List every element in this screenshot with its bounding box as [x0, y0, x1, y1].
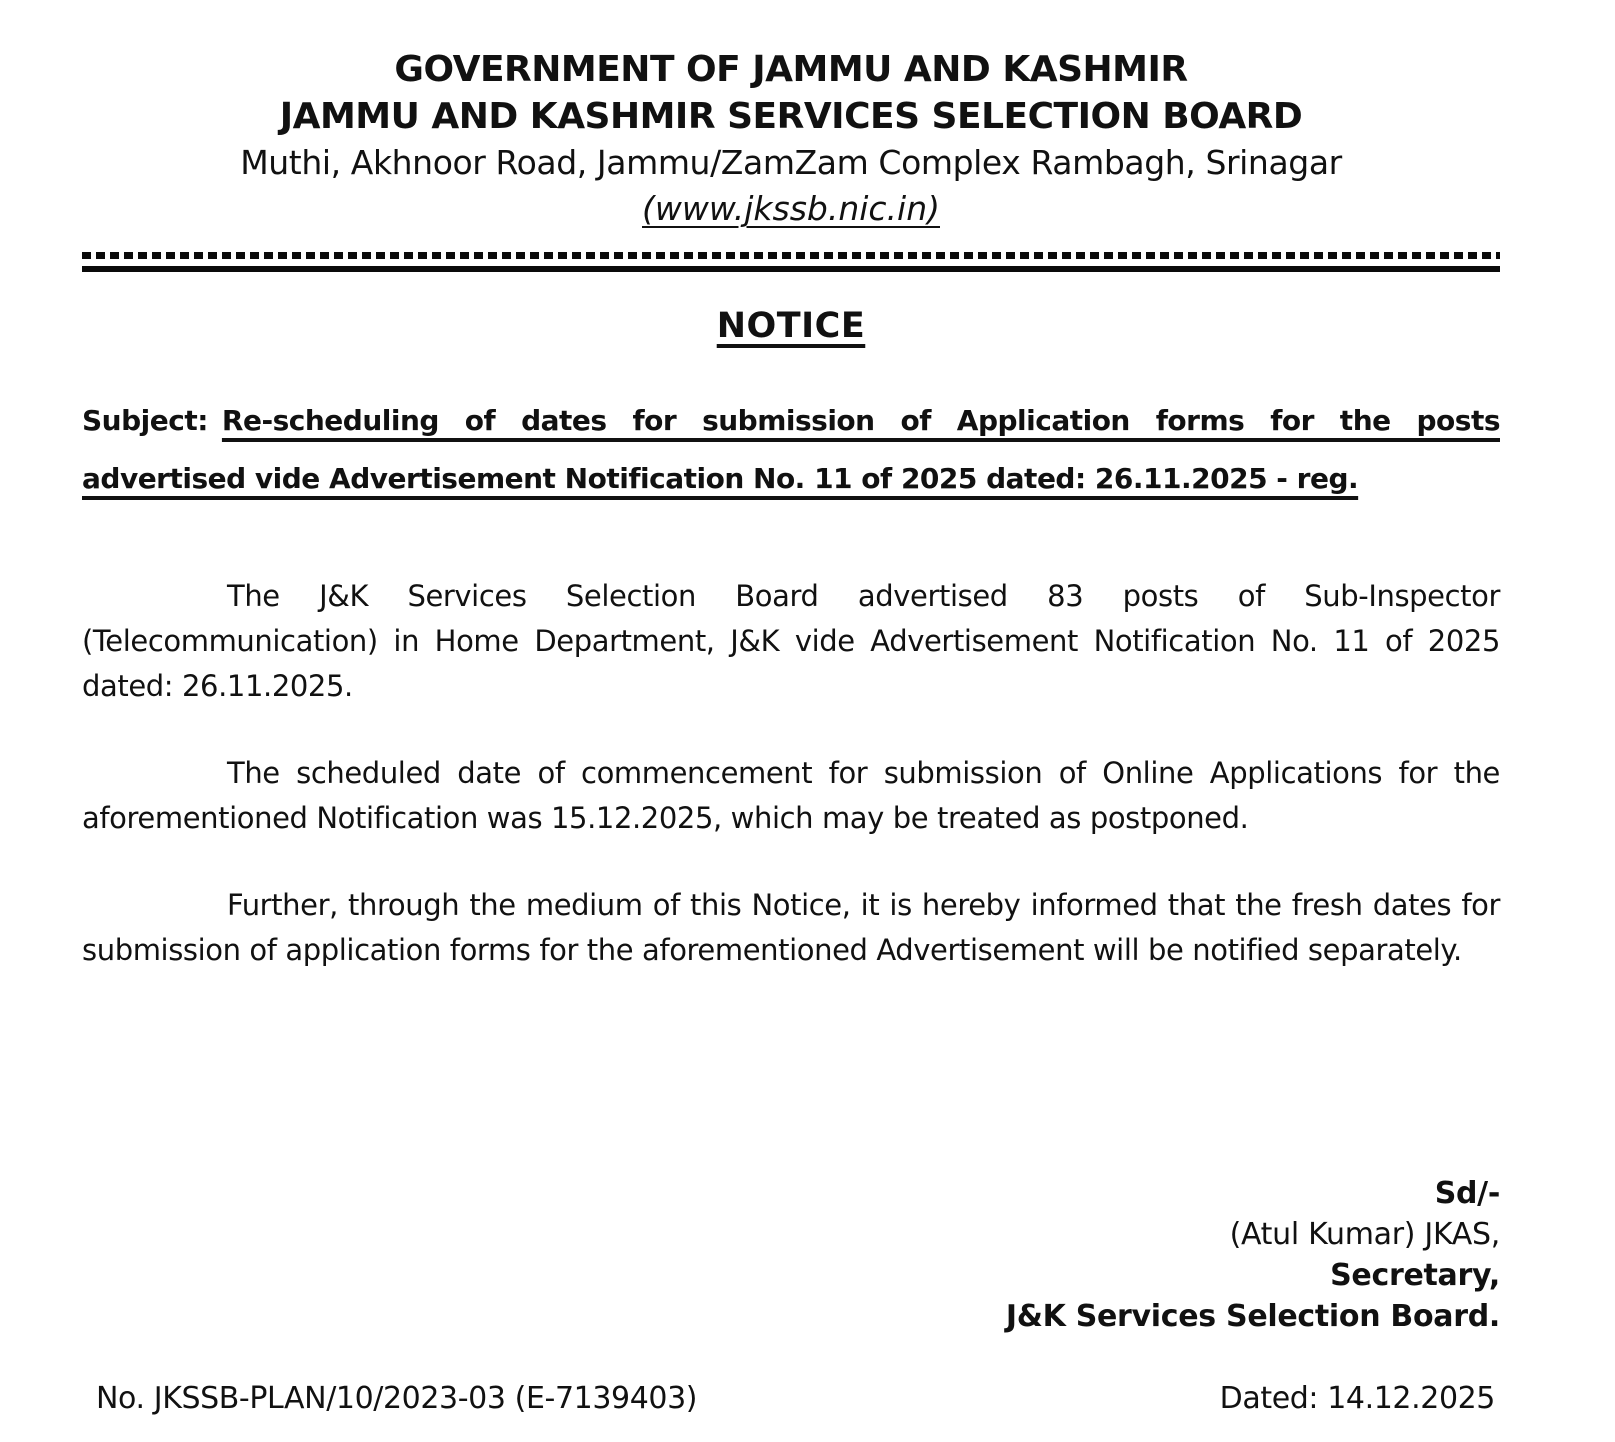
solid-rule	[82, 266, 1500, 272]
reference-number: No. JKSSB-PLAN/10/2023-03 (E-7139403)	[96, 1381, 698, 1416]
subject-line	[82, 392, 1500, 508]
header-divider	[82, 252, 1500, 272]
government-title: GOVERNMENT OF JAMMU AND KASHMIR	[394, 49, 1188, 90]
signature-sd: Sd/-	[1434, 1176, 1500, 1211]
document-date: Dated: 14.12.2025	[1219, 1381, 1495, 1416]
subject-label: Subject:	[82, 404, 208, 437]
board-title: JAMMU AND KASHMIR SERVICES SELECTION BOARD	[279, 96, 1303, 137]
signatory-designation: Secretary,	[1330, 1258, 1500, 1293]
website-row	[82, 186, 1500, 232]
address-line: Muthi, Akhnoor Road, Jammu/ZamZam Complex Rambagh, Srinagar	[240, 143, 1342, 182]
paragraph-fresh-dates: Further, through the medium of this Notice, it is hereby informed that the fresh dates for submission of application forms for the aforementioned Advertisement will be notified separately.	[82, 888, 1500, 967]
notice-heading: NOTICE	[716, 306, 866, 346]
signature-block	[82, 1173, 1500, 1337]
paragraph-advertised-posts: The J&K Services Selection Board advertised 83 posts of Sub-Inspector (Telecommunication) in Home Department, J&K vide Advertisement Notification No. 11 of 2025 dated: 26.11.2025.	[82, 579, 1500, 703]
document-footer	[96, 1381, 1495, 1416]
paragraph-postponed-date: The scheduled date of commencement for submission of Online Applications for the aforementioned Notification was 15.12.2025, which may be treated as postponed.	[82, 756, 1500, 835]
document-header	[82, 46, 1500, 232]
signatory-organization: J&K Services Selection Board.	[1005, 1299, 1500, 1334]
notice-heading-row	[82, 306, 1500, 346]
signatory-name: (Atul Kumar) JKAS,	[1229, 1217, 1500, 1252]
dashed-rule	[82, 252, 1500, 259]
subject-text: Re-scheduling of dates for submission of Application forms for the posts advertised vide Advertisement Notification No. 11 of 2025 dated: 26.11.2025 - reg.	[82, 404, 1500, 495]
website-link[interactable]: (www.jkssb.nic.in)	[642, 189, 940, 228]
